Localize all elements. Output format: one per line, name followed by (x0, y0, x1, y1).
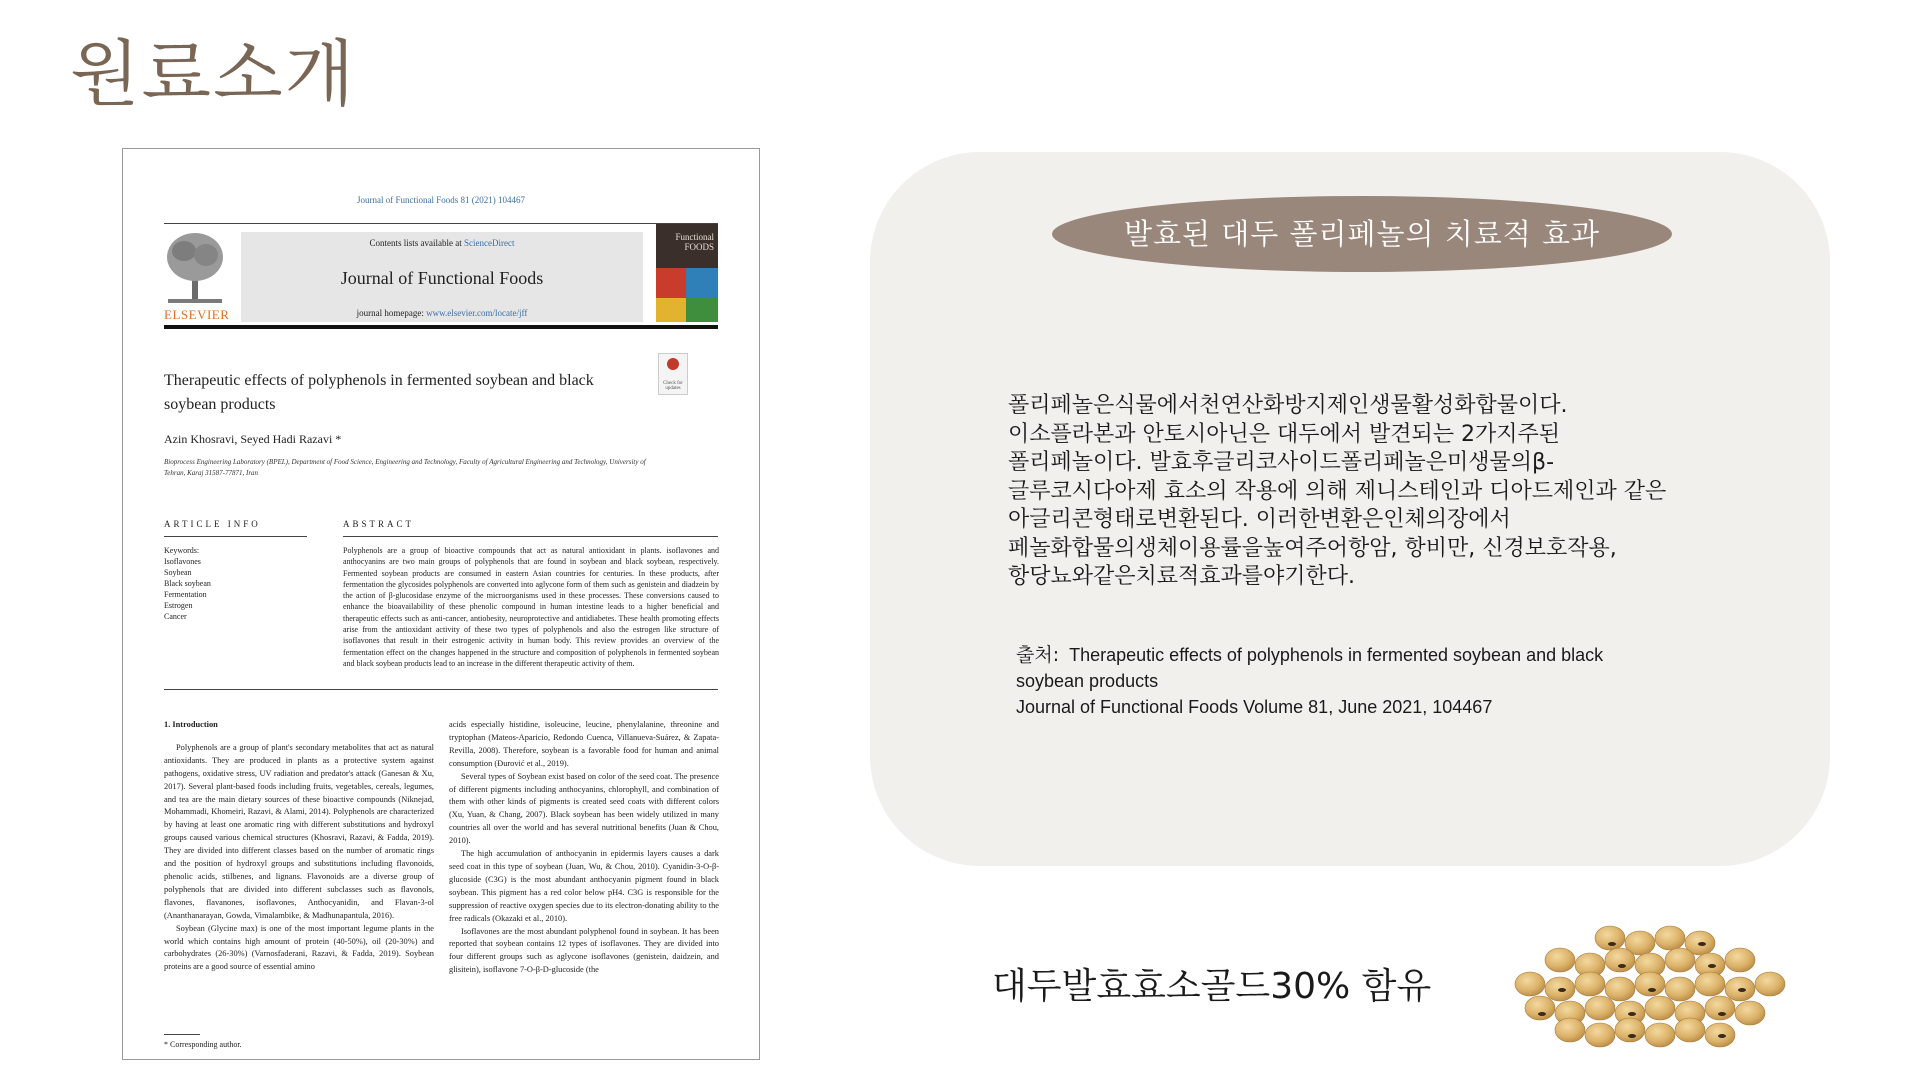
paper-title: Therapeutic effects of polyphenols in fermented soybean and black soybean products (164, 372, 594, 413)
article-info-label: ARTICLE INFO (164, 519, 261, 529)
paragraph: Soybean (Glycine max) is one of the most important legume plants in the world which contains high amount of protein (40-50%), oil (20-30%) and carbohydrates (26-30%) (Varnosfaderani, Razavi, & Fadda, 2019). Soybean proteins are a good source of essential amino (164, 923, 434, 972)
keyword: Estrogen (164, 601, 193, 610)
bean-hilum (1558, 988, 1566, 992)
source-title-line2: soybean products (1016, 671, 1159, 691)
sciencedirect-link[interactable]: ScienceDirect (464, 238, 515, 248)
check-updates-label: Check for updates (663, 381, 683, 391)
paragraph: Polyphenols are a group of plant's secondary metabolites that act as natural antioxidants. They are produced in plants as a protective system against pathogens, oxidative stress, UV radiation and predator's attack (Ganesan & Xu, 2017). Several plant-based foods including fruits, vegetables, cereals, legumes, and tea are the main dietary sources of these bioactive compounds (Niknejad, Mohammadi, Khomeiri, Razavi, & Alami, 2014). Polyphenols are characterized by having at least one aromatic ring with different substitutions and hydroxyl groups caused various chemical structures (Khosravi, Razavi, & Fadda, 2019). They are divided into different classes based on the number of aromatic rings and the position of hydroxyl groups and substitutions including flavonoids, phenolic acids, stilbenes, and lignans. Flavonoids are a diverse group of polyphenols that are divided into different subclasses such as flavonols, flavones, flavanones, isoflavones, Anthocyanidin, and Flavan-3-ol (Ananthanarayan, Gowda, Vimalambike, & Madhunapantula, 2016). (164, 742, 434, 920)
keyword: Fermentation (164, 590, 207, 599)
paper-affiliation: Bioprocess Engineering Laboratory (BPEL), Department of Food Science, Engineering and Technology, Faculty of Agricultural Engineering and Technology, University of Tehran, Karaj 31587-77871, Iran (164, 458, 646, 477)
divider (164, 223, 718, 224)
divider (343, 536, 718, 537)
bean-hilum (1738, 988, 1746, 992)
soybean (1755, 972, 1785, 996)
source-citation (1016, 642, 1736, 720)
soybean (1725, 948, 1755, 972)
contents-prefix: Contents lists available at (369, 238, 464, 248)
summary-line: 페놀화합물의생체이용률을높여주어항암, 항비만, 신경보호작용, (1008, 535, 1617, 561)
paper-authors: Azin Khosravi, Seyed Hadi Razavi * (164, 432, 342, 446)
soybean (1605, 948, 1635, 972)
footnote: * Corresponding author. (164, 1040, 242, 1049)
bean-hilum (1648, 988, 1656, 992)
bean-hilum (1608, 942, 1616, 946)
publisher-name: ELSEVIER (164, 307, 230, 322)
soybean (1585, 1023, 1615, 1047)
soybean (1615, 1018, 1645, 1042)
body-column-left (164, 719, 434, 974)
paper-scan (122, 148, 760, 1060)
bean-hilum (1718, 1034, 1726, 1038)
summary-line: 아글리콘형태로변환된다. 이러한변환은인체의장에서 (1008, 507, 1511, 532)
soybean (1585, 996, 1615, 1020)
check-for-updates-badge[interactable] (658, 353, 688, 395)
summary-body (1008, 392, 1728, 592)
intro-heading: 1. Introduction (164, 720, 218, 729)
soybean (1655, 926, 1685, 950)
product-claim: 대두발효효소골드30% 함유 (992, 966, 1432, 1007)
soybean (1695, 972, 1725, 996)
soybean (1545, 948, 1575, 972)
summary-line: 폴리페놀이다. 발효후글리코사이드폴리페놀은미생물의β- (1008, 450, 1555, 475)
page-title: 원료소개 (70, 32, 357, 116)
journal-reference: Journal of Functional Foods 81 (2021) 104467 (357, 195, 525, 205)
soybean (1705, 996, 1735, 1020)
divider (164, 689, 718, 690)
journal-header-box (241, 232, 643, 322)
paragraph: acids especially histidine, isoleucine, leucine, phenylalanine, threonine and tryptophan (Mateos-Aparicio, Redondo Cuenca, Villanueva-Suárez, & Zapata-Revilla, 2008). Therefore, soybean is a favorable food for human and animal consumption (Đurović et al., 2019). (449, 720, 719, 768)
soybeans-image (1500, 900, 1800, 1060)
bean-hilum (1708, 964, 1716, 968)
footnote-rule (164, 1034, 200, 1035)
summary-panel (870, 152, 1830, 866)
elsevier-tree-logo (164, 229, 226, 307)
soybean (1735, 1001, 1765, 1025)
bean-hilum (1538, 1012, 1546, 1016)
paragraph: Several types of Soybean exist based on color of the seed coat. The presence of different pigments including anthocyanins, chlorophyll, and combination of them with other kinds of pigments is created seed coats with different colors (Xu, Yuan, & Chang, 2007). Black soybean has been widely utilized in many countries all over the world and has several nutritional benefits (Juan & Chou, 2010). (449, 771, 719, 846)
soybean (1645, 996, 1675, 1020)
homepage-prefix: journal homepage: (356, 308, 427, 318)
soybean (1515, 972, 1545, 996)
keyword: Cancer (164, 612, 187, 621)
journal-homepage (241, 308, 643, 318)
section-pill-label: 발효된 대두 폴리페놀의 치료적 효과 (1052, 196, 1672, 272)
keyword: Soybean (164, 568, 192, 577)
divider (164, 536, 307, 537)
bean-hilum (1628, 1012, 1636, 1016)
soybean (1525, 996, 1555, 1020)
summary-line: 이소플라본과 안토시아닌은 대두에서 발견되는 2가지주된 (1008, 421, 1561, 447)
soybean (1675, 1018, 1705, 1042)
abstract-text: Polyphenols are a group of bioactive compounds that act as natural antioxidant in plants. isoflavones and anthocyanins are two main groups of polyphenols that are found in soybean and black soybean, respectively. Fermented soybean products are consumed in eastern Asian countries for centuries. In these products, after fermentation the glycosides polyphenols are converted into aglycone form of them such as genistein and diadzein by the action of β-glucosidase enzyme of the microorganisms used in these processes. These conversions caused to enhance the bioavailability of these phenolic compound in human intestine leads to a higher beneficial and therapeutic effects such as anti-cancer, antiobesity, neuroprotective and antidiabetes. These health promoting effects arise from the antioxidant activity of these two types of polyphenols and also the estrogen like structure of isoflavones that result in their estrogenic activity in human body. This review provides an overview of the fermentation effect on the changes happened in the structure and composition of polyphenols in fermented soybean and black soybean products lead to an increase in the different therapeutic activity of them. (343, 546, 719, 668)
keyword: Black soybean (164, 579, 211, 588)
soybean (1635, 972, 1665, 996)
source-title-line1: Therapeutic effects of polyphenols in fermented soybean and black (1069, 645, 1604, 665)
bean-hilum (1698, 942, 1706, 946)
journal-cover (656, 224, 718, 322)
contents-availability (241, 238, 643, 248)
check-updates-icon (667, 358, 679, 370)
soybean (1595, 926, 1625, 950)
abstract-label: ABSTRACT (343, 519, 415, 529)
bean-hilum (1718, 1012, 1726, 1016)
soybean (1605, 977, 1635, 1001)
soybean (1665, 948, 1695, 972)
paragraph: The high accumulation of anthocyanin in epidermis layers causes a dark seed coat in this type of soybean (Juan, Wu, & Chou, 2010). Cyanidin-3-O-β-glucoside (C3G) is the most abundant anthocyanin pigment found in black soybean. This pigment has a red color below pH4. C3G is responsible for the suppression of reactive oxygen species due to its electron-donating ability to the free radicals (Okazaki et al., 2010). (449, 849, 719, 923)
soybean (1555, 1018, 1585, 1042)
summary-line: 폴리페놀은식물에서천연산화방지제인생물활성화합물이다. (1008, 393, 1568, 418)
keyword: Isoflavones (164, 557, 201, 566)
bean-hilum (1618, 964, 1626, 968)
paragraph: Isoflavones are the most abundant polyphenol found in soybean. It has been reported that soybean contains 12 types of isoflavones. They are divided into four different groups such as aglycone isoflavones (genistein, daidzein, and glisitein), isoflavone 7-O-β-D-glucoside (the (449, 926, 719, 975)
source-journal: Journal of Functional Foods Volume 81, June 2021, 104467 (1016, 697, 1493, 717)
keyword: Keywords: (164, 546, 200, 555)
soybean (1645, 1023, 1675, 1047)
bean-hilum (1628, 1034, 1636, 1038)
summary-line: 글루코시다아제 효소의 작용에 의해 제니스테인과 디아드제인과 같은 (1008, 478, 1667, 504)
homepage-link[interactable]: www.elsevier.com/locate/jff (426, 308, 528, 318)
summary-line: 항당뇨와같은치료적효과를야기한다. (1008, 564, 1356, 589)
journal-name: Journal of Functional Foods (340, 268, 544, 288)
source-label: 출처: (1016, 644, 1060, 666)
header-rule (164, 325, 718, 329)
body-column-right (449, 719, 719, 977)
soybean (1665, 977, 1695, 1001)
soybean (1575, 972, 1605, 996)
cover-title: Functional FOODS (675, 232, 714, 252)
keywords-list (164, 545, 304, 622)
